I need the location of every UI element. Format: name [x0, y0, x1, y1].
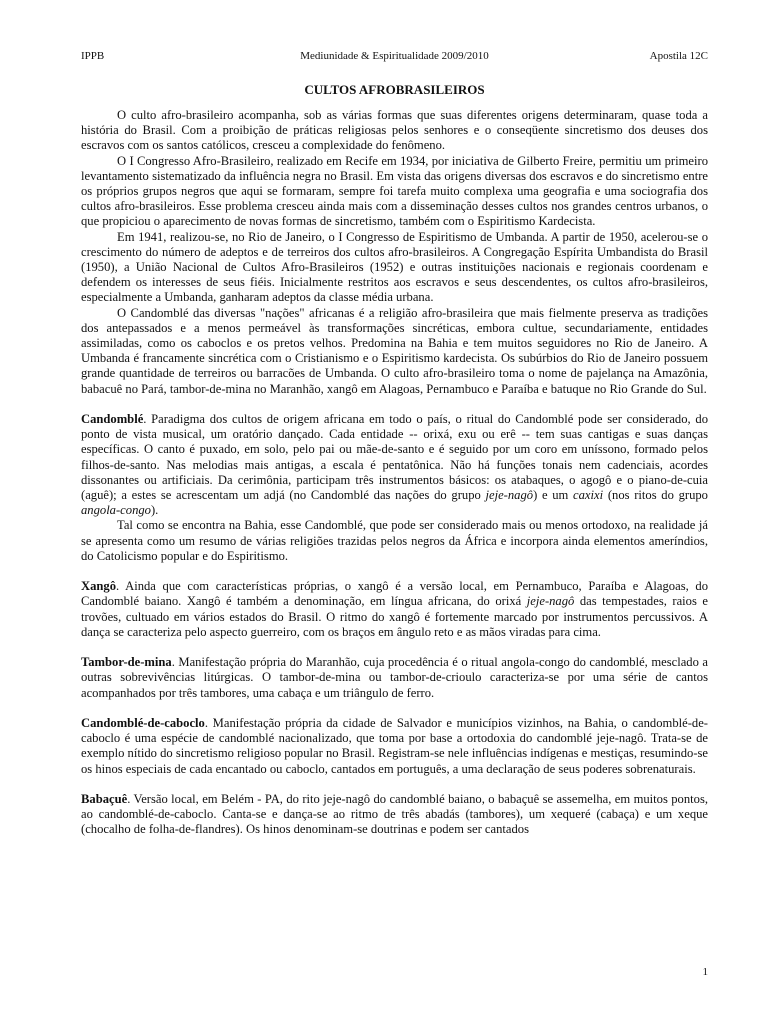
term-xango: Xangô: [81, 579, 116, 594]
intro-paragraph-3: Em 1941, realizou-se, no Rio de Janeiro, o I Congresso de Espiritismo de Umbanda. A partir de 1950, acelerou-se o crescimento do número de adeptos e de terreiros dos cultos afro-brasileiros. A Congregação Espírita Umbandista do Brasil (1950), a União Nacional de Cultos Afro-Brasileiros (1952) e outras instituições nacionais e regionais coordenam e defendem os interesses de seus fiéis. Inicialmente restritos aos escravos e seus descendentes, os cultos afro-brasileiros, especialmente a Umbanda, ganharam adeptos da classe média urbana.: [81, 229, 708, 305]
candomble-text-a: . Paradigma dos cultos de origem africana em todo o país, o ritual do Candomblé pode ser considerado, do ponto de vista musical, um oratório dançado. Cada entidade -- orixá, exu ou erê -- tem suas cantigas e suas danças específicas. O canto é puxado, em solo, pelo pai ou mãe-de-santo e é seguido por um coro em uníssono, formado pelos filhos-de-santo. Nas melodias mais antigas, a escala é pentatônica. Não há funções tonais nem cadenciais, acordes dissonantes ou artificiais. Da cerimônia, participam três instrumentos básicos: os atabaques, o agogô e o piano-de-cuia (aguê); a estes se acrescentam um adjá (no Candomblé das nações do grupo: [81, 412, 708, 503]
page-number: 1: [702, 966, 708, 978]
intro-paragraph-2: O I Congresso Afro-Brasileiro, realizado em Recife em 1934, por iniciativa de Gilberto Freire, permitiu um primeiro levantamento sistematizado da influência negra no Brasil. Em vista das origens diversas dos escravos e do sincretismo entre os próprios grupos negros que aqui se formaram, sempre foi tarefa muito complexa uma geografia e uma sociografia dos cultos afro-brasileiros. Esse problema cresceu ainda mais com a disseminação desses cultos nos grandes centros urbanos, o que propiciou o aparecimento de novas formas de sincretismo, também com o Espiritismo Kardecista.: [81, 153, 708, 229]
caboclo-text: . Manifestação própria da cidade de Salvador e municípios vizinhos, na Bahia, o candomblé-de-caboclo é uma espécie de candomblé nacionalizado, que toma por base a ortodoxia do candomblé jeje-nagô. Trata-se de exemplo nítido do sincretismo religioso popular no Brasil. Registram-se nele influências indígenas e mestiças, resumindo-se os hinos especiais de cada encantado ou caboclo, cantados em português, a uma declaração de seus poderes sobrenaturais.: [81, 716, 708, 776]
xango-italic-1: jeje-nagô: [526, 594, 575, 609]
tambor-text: . Manifestação própria do Maranhão, cuja procedência é o ritual angola-congo do candomblé, mesclado a outras sobrevivências litúrgicas. O tambor-de-mina ou tambor-de-crioulo caracteriza-se por uma série de cantos acompanhados por três tambores, uma cabaça e um triângulo de ferro.: [81, 655, 708, 700]
candomble-italic-1: jeje-nagô: [485, 488, 534, 503]
candomble-paragraph-2: Tal como se encontra na Bahia, esse Candomblé, que pode ser considerado mais ou menos ortodoxo, na realidade já se apresenta como um resumo de várias religiões trazidas pelos negros da África e incorpora ainda elementos ameríndios, do Catolicismo popular e do Espiritismo.: [81, 518, 708, 563]
candomble-text-c: (nos ritos do grupo: [603, 488, 708, 503]
header-right: Apostila 12C: [649, 50, 708, 62]
term-babacue: Babaçuê: [81, 792, 128, 807]
xango-text-b: das tempestades, raios e trovões, cultuado em vários estados do Brasil. O ritmo do xangô é fortemente marcado por instrumentos percussivos. A dança se caracteriza pelo aspecto guerreiro, com os braços em ângulo reto e as mãos viradas para cima.: [81, 594, 708, 639]
section-babacue: [81, 792, 708, 838]
candomble-text-b: ) e um: [533, 488, 574, 503]
babacue-text: . Versão local, em Belém - PA, do rito jeje-nagô do candomblé baiano, o babaçuê se assemelha, em muitos pontos, ao candomblé-de-caboclo. Canta-se e dança-se ao ritmo de três abadás (tambores), um xequeré (cabaça) e um xeque (chocalho de folha-de-flandres). Os hinos denominam-se doutrinas e podem ser cantados: [81, 792, 708, 837]
term-tambor-de-mina: Tambor-de-mina: [81, 655, 172, 670]
section-candomble: [81, 412, 708, 518]
intro-paragraph-1: O culto afro-brasileiro acompanha, sob as várias formas que suas diferentes origens determinaram, quase toda a história do Brasil. Com a proibição de práticas religiosas pelos senhores e o conseqüente sincretismo dos deuses dos escravos com os santos católicos, cresceu a complexidade do fenômeno.: [81, 108, 708, 153]
term-candomble: Candomblé: [81, 412, 144, 427]
candomble-text-d: ).: [150, 503, 159, 518]
xango-text-a: . Ainda que com características próprias, o xangô é a versão local, em Pernambuco, Paraíba e Alagoas, do Candomblé baiano. Xangô é também a denominação, em língua africana, do orixá: [81, 579, 708, 609]
header-center: Mediunidade & Espiritualidade 2009/2010: [300, 50, 489, 62]
candomble-italic-3: angola-congo: [81, 503, 151, 518]
document-body: [81, 108, 708, 838]
term-candomble-de-caboclo: Candomblé-de-caboclo: [81, 716, 205, 731]
page-header: [81, 50, 708, 66]
header-left: IPPB: [81, 50, 105, 62]
document-page: [81, 0, 708, 1024]
intro-paragraph-4: O Candomblé das diversas "nações" africanas é a religião afro-brasileira que mais fielmente preserva as tradições dos antepassados e a menos permeável às transformações sincréticas, embora cultue, secundariamente, entidades assimiladas, como os caboclos e os pretos velhos. Predomina na Bahia e tem muitos seguidores no Rio de Janeiro. A Umbanda é francamente sincrética com o Cristianismo e o Espiritismo kardecista. Os subúrbios do Rio de Janeiro possuem grande quantidade de terreiros ou barracões de Umbanda. O culto afro-brasileiro toma o nome de pajelança na Amazônia, babacuê no Pará, tambor-de-mina no Maranhão, xangô em Alagoas, Pernambuco e Paraíba e batuque no Rio Grande do Sul.: [81, 305, 708, 396]
section-candomble-de-caboclo: [81, 716, 708, 777]
section-xango: [81, 579, 708, 640]
page-title: CULTOS AFROBRASILEIROS: [304, 82, 485, 97]
section-tambor-de-mina: [81, 655, 708, 701]
candomble-italic-2: caxixi: [573, 488, 604, 503]
